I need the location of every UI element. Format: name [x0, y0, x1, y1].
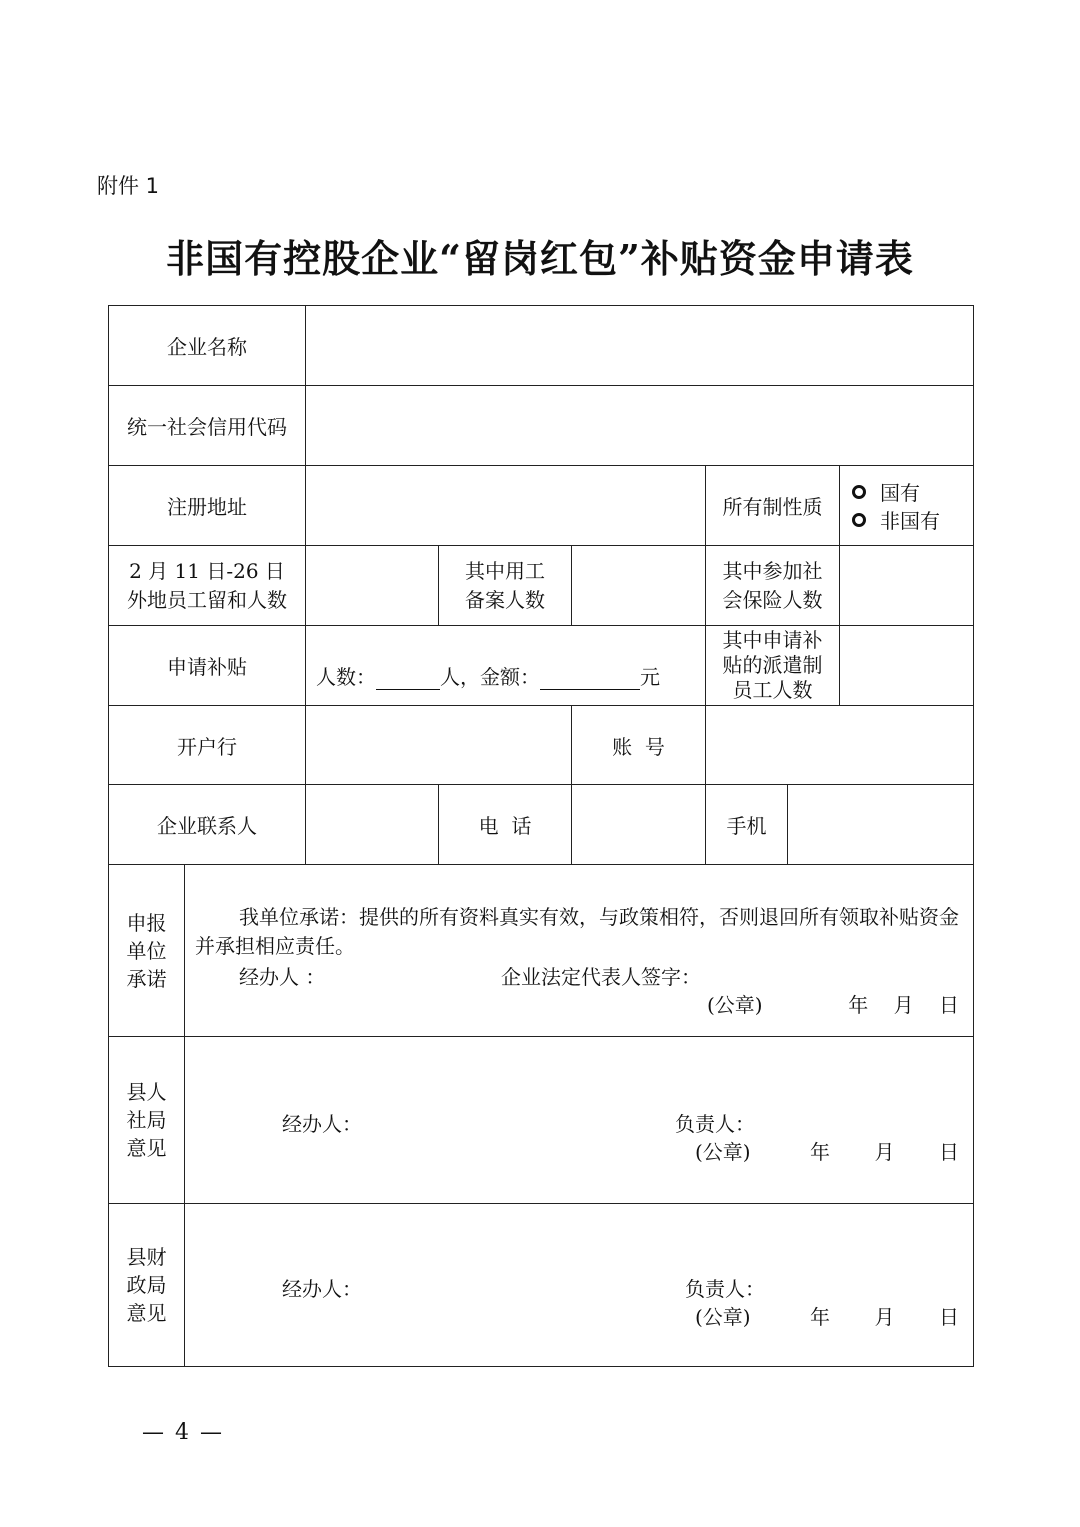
ownership-option-state-label: 国有 [880, 481, 920, 505]
subsidy-count-prefix: 人数： [316, 665, 376, 689]
attachment-label: 附件 1 [97, 174, 160, 198]
subsidy-label: 申请补贴 [109, 626, 306, 706]
finance-opinion-label-line3: 意见 [126, 1301, 167, 1325]
account-label: 账 号 [572, 706, 706, 785]
insured-staff-label [706, 546, 840, 626]
dispatch-staff-label-line3: 员工人数 [732, 678, 813, 702]
finance-opinion-handler: 经办人： [282, 1277, 362, 1301]
dispatch-staff-label [706, 626, 840, 706]
ownership-label: 所有制性质 [706, 466, 840, 546]
subsidy-amount-unit: 元 [640, 665, 660, 689]
bank-label: 开户行 [109, 706, 306, 785]
account-field[interactable] [706, 706, 974, 785]
hr-opinion-label-line3: 意见 [126, 1136, 167, 1160]
pledge-section [185, 865, 974, 1037]
subsidy-amount-input[interactable] [540, 667, 640, 690]
pledge-seal: (公章) [707, 993, 763, 1017]
retained-staff-label-line2: 外地员工留和人数 [127, 587, 287, 612]
recorded-staff-label-line1: 其中用工 [465, 558, 545, 583]
contact-field[interactable] [306, 785, 439, 865]
retained-staff-label [109, 546, 306, 626]
recorded-staff-field[interactable] [572, 546, 706, 626]
hr-opinion-seal: (公章) [695, 1140, 751, 1164]
pledge-label-line1: 申报 [126, 910, 167, 935]
hr-opinion-label-line2: 社局 [126, 1108, 167, 1132]
finance-opinion-label-line1: 县财 [126, 1245, 167, 1269]
hr-opinion-label-line1: 县人 [126, 1080, 167, 1104]
dispatch-staff-label-line2: 贴的派遣制 [722, 653, 823, 677]
hr-opinion-handler: 经办人： [282, 1112, 362, 1136]
dispatch-staff-field[interactable] [840, 626, 974, 706]
pledge-handler: 经办人 ： [239, 965, 326, 989]
finance-opinion-section [185, 1204, 974, 1367]
pledge-legal-rep-signature[interactable]: 企业法定代表人签字： [501, 965, 701, 989]
pledge-label-line2: 单位 [126, 938, 167, 963]
mobile-field[interactable] [788, 785, 974, 865]
hr-opinion-date: 年 月 日 [810, 1140, 960, 1164]
finance-opinion-responsible: 负责人： [685, 1277, 765, 1301]
address-field[interactable] [306, 466, 706, 546]
dispatch-staff-label-line1: 其中申请补 [722, 628, 823, 652]
subsidy-count-unit: 人，金额： [440, 665, 540, 689]
finance-opinion-seal: (公章) [695, 1305, 751, 1329]
recorded-staff-label [439, 546, 572, 626]
pledge-text: 我单位承诺：提供的所有资料真实有效，与政策相符，否则退回所有领取补贴资金并承担相应责任。 [195, 905, 959, 958]
phone-field[interactable] [572, 785, 706, 865]
retained-staff-field[interactable] [306, 546, 439, 626]
pledge-date: 年 月 日 [848, 993, 960, 1017]
ownership-option-non-state-label: 非国有 [880, 509, 940, 533]
bank-field[interactable] [306, 706, 572, 785]
subsidy-fields [306, 626, 706, 706]
radio-icon [852, 485, 866, 499]
address-label: 注册地址 [109, 466, 306, 546]
contact-label: 企业联系人 [109, 785, 306, 865]
ownership-option-state[interactable] [852, 478, 973, 506]
phone-label: 电 话 [439, 785, 572, 865]
finance-opinion-date: 年 月 日 [810, 1305, 960, 1329]
insured-staff-label-line2: 会保险人数 [722, 587, 823, 612]
finance-opinion-label-line2: 政局 [126, 1273, 167, 1297]
recorded-staff-label-line2: 备案人数 [465, 587, 545, 612]
ownership-option-non-state[interactable] [852, 506, 973, 534]
finance-opinion-label [109, 1204, 185, 1367]
mobile-label: 手机 [706, 785, 788, 865]
retained-staff-label-line1: 2 月 11 日-26 日 [129, 558, 285, 583]
hr-opinion-label [109, 1037, 185, 1204]
application-form-table [108, 305, 974, 1367]
page-number: — 4 — [142, 1420, 224, 1445]
credit-code-label: 统一社会信用代码 [109, 386, 306, 466]
pledge-label-line3: 承诺 [126, 966, 167, 991]
hr-opinion-section [185, 1037, 974, 1204]
insured-staff-field[interactable] [840, 546, 974, 626]
pledge-label [109, 865, 185, 1037]
radio-icon [852, 513, 866, 527]
company-name-label: 企业名称 [109, 306, 306, 386]
form-title: 非国有控股企业“留岗红包”补贴资金申请表 [166, 236, 914, 281]
hr-opinion-responsible: 负责人： [675, 1112, 755, 1136]
ownership-options [840, 466, 974, 546]
credit-code-field[interactable] [306, 386, 974, 466]
insured-staff-label-line1: 其中参加社 [722, 558, 823, 583]
company-name-field[interactable] [306, 306, 974, 386]
subsidy-count-input[interactable] [376, 667, 440, 690]
